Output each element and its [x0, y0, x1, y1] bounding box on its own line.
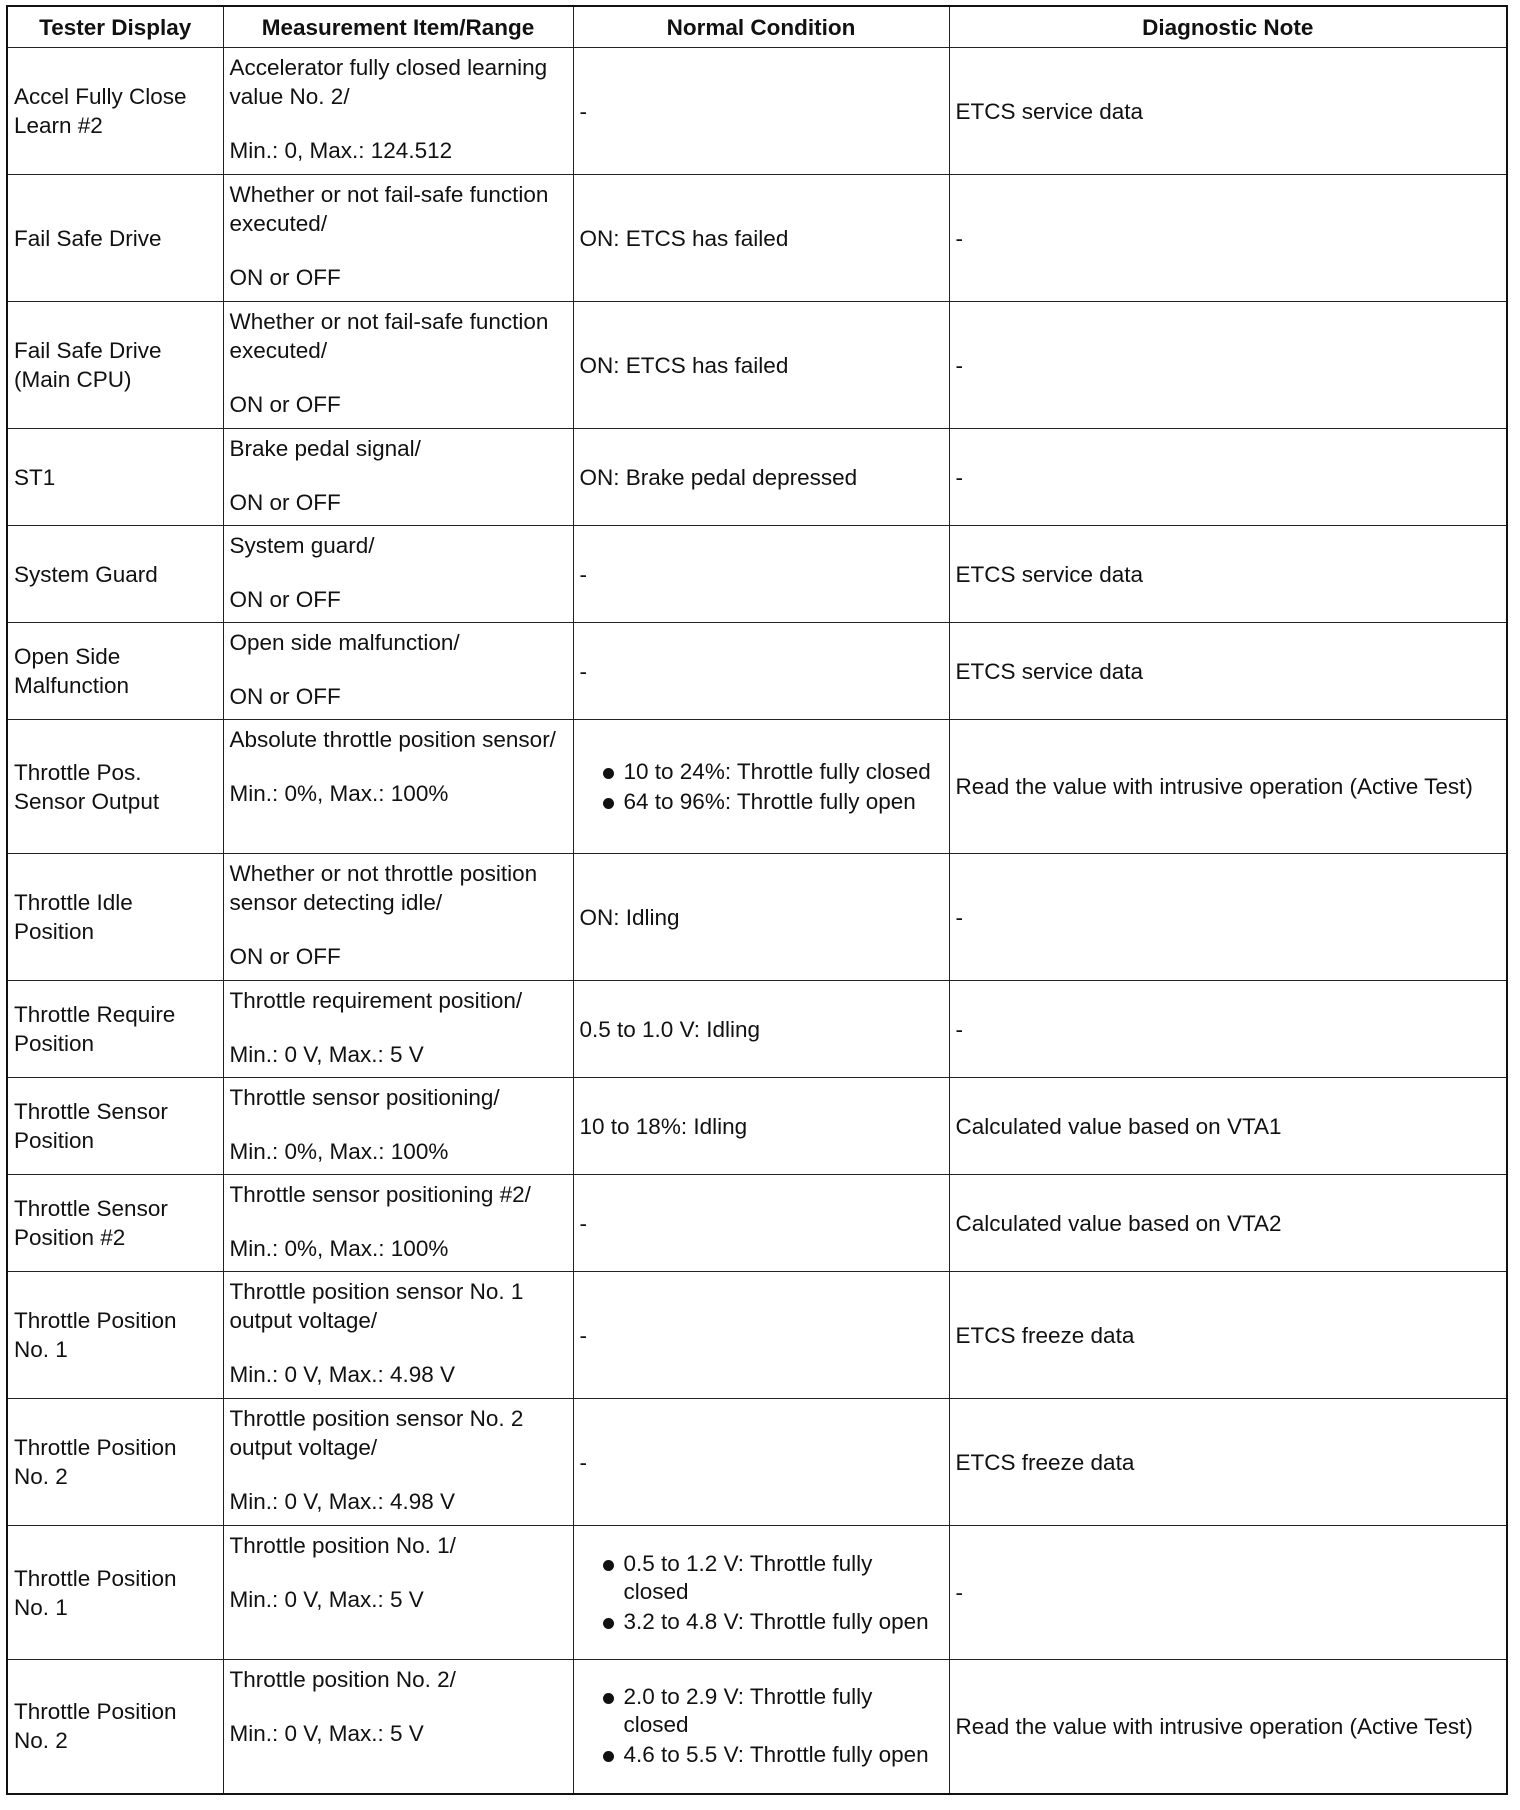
normal-condition-bullet: 4.6 to 5.5 V: Throttle fully open: [580, 1741, 943, 1769]
normal-condition-cell: [573, 720, 949, 854]
tester-display-cell: Accel Fully Close Learn #2: [7, 48, 223, 175]
measurement-item: Throttle requirement position/: [229, 988, 523, 1013]
table-row: [7, 1526, 1507, 1660]
measurement-range: Min.: 0%, Max.: 100%: [229, 1236, 449, 1261]
table-row: [7, 1272, 1507, 1399]
tester-display-cell: Throttle Position No. 2: [7, 1660, 223, 1794]
measurement-cell: [223, 1399, 573, 1526]
measurement-item: Brake pedal signal/: [229, 436, 421, 461]
normal-condition-bullet: 2.0 to 2.9 V: Throttle fully closed: [580, 1683, 943, 1739]
measurement-item: System guard/: [229, 533, 375, 558]
measurement-item: Whether or not fail-safe function executed/: [229, 182, 549, 236]
normal-condition-cell: ON: Brake pedal depressed: [573, 429, 949, 526]
measurement-range: Min.: 0 V, Max.: 5 V: [229, 1721, 424, 1746]
normal-condition-list: [580, 758, 943, 816]
measurement-item: Throttle position sensor No. 2 output voltage/: [229, 1406, 524, 1460]
table-row: [7, 1078, 1507, 1175]
table-row: [7, 1660, 1507, 1794]
tester-display-cell: Open Side Malfunction: [7, 623, 223, 720]
diagnostic-note-cell: ETCS service data: [949, 48, 1507, 175]
normal-condition-cell: ON: ETCS has failed: [573, 302, 949, 429]
measurement-cell: [223, 1175, 573, 1272]
tester-display-cell: Fail Safe Drive (Main CPU): [7, 302, 223, 429]
measurement-item: Throttle sensor positioning/: [229, 1085, 500, 1110]
table-row: [7, 526, 1507, 623]
measurement-item: Throttle position No. 1/: [229, 1533, 456, 1558]
normal-condition-cell: -: [573, 48, 949, 175]
table-row: [7, 302, 1507, 429]
measurement-cell: [223, 175, 573, 302]
normal-condition-cell: -: [573, 1175, 949, 1272]
normal-condition-cell: [573, 1526, 949, 1660]
measurement-item: Whether or not throttle position sensor detecting idle/: [229, 861, 538, 915]
header-row: [7, 6, 1507, 48]
diagnostic-note-cell: ETCS freeze data: [949, 1272, 1507, 1399]
measurement-range: ON or OFF: [229, 265, 341, 290]
normal-condition-cell: ON: ETCS has failed: [573, 175, 949, 302]
measurement-range: ON or OFF: [229, 587, 341, 612]
normal-condition-cell: ON: Idling: [573, 854, 949, 981]
diagnostic-note-cell: -: [949, 981, 1507, 1078]
diagnostic-note-cell: Calculated value based on VTA2: [949, 1175, 1507, 1272]
normal-condition-cell: 0.5 to 1.0 V: Idling: [573, 981, 949, 1078]
data-list-table: [6, 5, 1508, 1795]
measurement-cell: [223, 1078, 573, 1175]
measurement-range: Min.: 0 V, Max.: 5 V: [229, 1587, 424, 1612]
normal-condition-bullet: 10 to 24%: Throttle fully closed: [580, 758, 943, 786]
normal-condition-bullet: 3.2 to 4.8 V: Throttle fully open: [580, 1608, 943, 1636]
measurement-cell: [223, 981, 573, 1078]
table-row: [7, 854, 1507, 981]
measurement-range: Min.: 0, Max.: 124.512: [229, 138, 453, 163]
tester-display-cell: Throttle Pos. Sensor Output: [7, 720, 223, 854]
normal-condition-cell: 10 to 18%: Idling: [573, 1078, 949, 1175]
table-row: [7, 429, 1507, 526]
diagnostic-note-cell: -: [949, 1526, 1507, 1660]
tester-display-cell: Throttle Position No. 2: [7, 1399, 223, 1526]
diagnostic-note-cell: Read the value with intrusive operation (Active Test): [949, 720, 1507, 854]
tester-display-cell: Throttle Sensor Position: [7, 1078, 223, 1175]
measurement-item: Throttle sensor positioning #2/: [229, 1182, 531, 1207]
normal-condition-list: [580, 1550, 943, 1636]
table-row: [7, 48, 1507, 175]
normal-condition-cell: -: [573, 1399, 949, 1526]
measurement-cell: [223, 1526, 573, 1660]
tester-display-cell: Throttle Sensor Position #2: [7, 1175, 223, 1272]
table-body: [7, 48, 1507, 1794]
measurement-range: ON or OFF: [229, 944, 341, 969]
measurement-cell: [223, 48, 573, 175]
diagnostic-note-cell: -: [949, 302, 1507, 429]
normal-condition-cell: -: [573, 1272, 949, 1399]
normal-condition-cell: -: [573, 526, 949, 623]
table-row: [7, 175, 1507, 302]
header-tester-display: Tester Display: [7, 6, 223, 48]
measurement-range: Min.: 0%, Max.: 100%: [229, 1139, 449, 1164]
header-measurement-item-range: Measurement Item/Range: [223, 6, 573, 48]
measurement-cell: [223, 623, 573, 720]
table-row: [7, 1175, 1507, 1272]
normal-condition-bullet: 0.5 to 1.2 V: Throttle fully closed: [580, 1550, 943, 1606]
measurement-range: ON or OFF: [229, 392, 341, 417]
measurement-item: Accelerator fully closed learning value No. 2/: [229, 55, 548, 109]
diagnostic-note-cell: ETCS service data: [949, 526, 1507, 623]
measurement-cell: [223, 854, 573, 981]
diagnostic-note-cell: -: [949, 429, 1507, 526]
measurement-cell: [223, 429, 573, 526]
tester-display-cell: Fail Safe Drive: [7, 175, 223, 302]
measurement-cell: [223, 720, 573, 854]
normal-condition-bullet: 64 to 96%: Throttle fully open: [580, 788, 943, 816]
measurement-item: Absolute throttle position sensor/: [229, 727, 556, 752]
measurement-cell: [223, 526, 573, 623]
measurement-cell: [223, 1660, 573, 1794]
table-row: [7, 981, 1507, 1078]
tester-display-cell: ST1: [7, 429, 223, 526]
diagnostic-note-cell: Read the value with intrusive operation (Active Test): [949, 1660, 1507, 1794]
header-normal-condition: Normal Condition: [573, 6, 949, 48]
measurement-range: Min.: 0 V, Max.: 4.98 V: [229, 1362, 456, 1387]
measurement-range: ON or OFF: [229, 684, 341, 709]
table-row: [7, 1399, 1507, 1526]
diagnostic-note-cell: -: [949, 175, 1507, 302]
measurement-range: ON or OFF: [229, 490, 341, 515]
tester-display-cell: Throttle Position No. 1: [7, 1272, 223, 1399]
tester-display-cell: System Guard: [7, 526, 223, 623]
tester-display-cell: Throttle Require Position: [7, 981, 223, 1078]
table-row: [7, 720, 1507, 854]
tester-display-cell: Throttle Idle Position: [7, 854, 223, 981]
measurement-range: Min.: 0%, Max.: 100%: [229, 781, 449, 806]
measurement-item: Whether or not fail-safe function executed/: [229, 309, 549, 363]
table-row: [7, 623, 1507, 720]
normal-condition-cell: [573, 1660, 949, 1794]
measurement-cell: [223, 1272, 573, 1399]
measurement-item: Throttle position No. 2/: [229, 1667, 456, 1692]
measurement-range: Min.: 0 V, Max.: 5 V: [229, 1042, 424, 1067]
normal-condition-list: [580, 1683, 943, 1769]
diagnostic-note-cell: -: [949, 854, 1507, 981]
normal-condition-cell: -: [573, 623, 949, 720]
diagnostic-note-cell: ETCS service data: [949, 623, 1507, 720]
measurement-item: Throttle position sensor No. 1 output voltage/: [229, 1279, 524, 1333]
header-diagnostic-note: Diagnostic Note: [949, 6, 1507, 48]
measurement-cell: [223, 302, 573, 429]
diagnostic-note-cell: ETCS freeze data: [949, 1399, 1507, 1526]
tester-display-cell: Throttle Position No. 1: [7, 1526, 223, 1660]
diagnostic-note-cell: Calculated value based on VTA1: [949, 1078, 1507, 1175]
measurement-range: Min.: 0 V, Max.: 4.98 V: [229, 1489, 456, 1514]
measurement-item: Open side malfunction/: [229, 630, 460, 655]
